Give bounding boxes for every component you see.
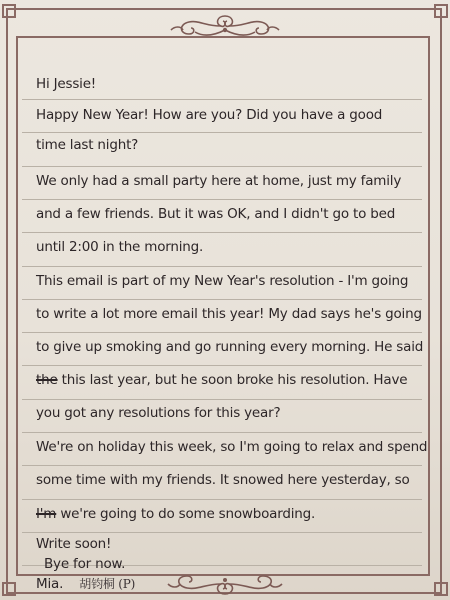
letter-line-9 bbox=[36, 372, 407, 388]
ruled-line bbox=[22, 365, 422, 366]
letter-line-11: We're on holiday this week, so I'm going to relax and spend bbox=[36, 439, 428, 455]
letter-line-9-text: this last year, but he soon broke his resolution. Have bbox=[61, 372, 408, 388]
ruled-line bbox=[22, 99, 422, 100]
ruled-line bbox=[22, 132, 422, 133]
letter-line-2: time last night? bbox=[36, 137, 139, 153]
corner-ornament-bottom-left bbox=[2, 582, 16, 596]
letter-line-13 bbox=[36, 506, 315, 522]
letter-line-8: to give up smoking and go running every morning. He said bbox=[36, 339, 424, 355]
struck-word-the: the bbox=[36, 372, 58, 388]
bottom-flourish-ornament bbox=[160, 572, 290, 598]
signature-chinese: 胡钧桐 (P) bbox=[79, 577, 136, 591]
letter-line-12: some time with my friends. It snowed here yesterday, so bbox=[36, 472, 410, 488]
ruled-line bbox=[22, 499, 422, 500]
letter-line-5: until 2:00 in the morning. bbox=[36, 239, 204, 255]
ruled-line bbox=[22, 266, 422, 267]
letter-line-3: We only had a small party here at home, just my family bbox=[36, 173, 402, 189]
top-flourish-ornament bbox=[165, 12, 285, 42]
ruled-line bbox=[22, 299, 422, 300]
signature: Mia. bbox=[36, 576, 64, 592]
signature-line bbox=[36, 575, 135, 592]
corner-ornament-top-left bbox=[2, 4, 16, 18]
corner-ornament-top-right bbox=[434, 4, 448, 18]
ruled-line bbox=[22, 166, 422, 167]
closing-bye: Bye for now. bbox=[44, 556, 126, 572]
ruled-line bbox=[22, 432, 422, 433]
ruled-line bbox=[22, 232, 422, 233]
letter-line-13-text: we're going to do some snowboarding. bbox=[60, 506, 316, 522]
letter-line-7: to write a lot more email this year! My dad says he's going bbox=[36, 306, 422, 322]
ruled-line bbox=[22, 532, 422, 533]
ruled-line bbox=[22, 465, 422, 466]
letter-line-6: This email is part of my New Year's resolution - I'm going bbox=[36, 273, 409, 289]
closing-write-soon: Write soon! bbox=[36, 536, 112, 552]
letter-line-1: Happy New Year! How are you? Did you have a good bbox=[36, 107, 383, 123]
greeting: Hi Jessie! bbox=[36, 76, 97, 92]
letter-line-10: you got any resolutions for this year? bbox=[36, 405, 281, 421]
letter-line-4: and a few friends. But it was OK, and I didn't go to bed bbox=[36, 206, 396, 222]
corner-ornament-bottom-right bbox=[434, 582, 448, 596]
struck-word-im: I'm bbox=[36, 506, 57, 522]
ruled-line bbox=[22, 332, 422, 333]
ruled-line bbox=[22, 199, 422, 200]
ruled-line bbox=[22, 399, 422, 400]
